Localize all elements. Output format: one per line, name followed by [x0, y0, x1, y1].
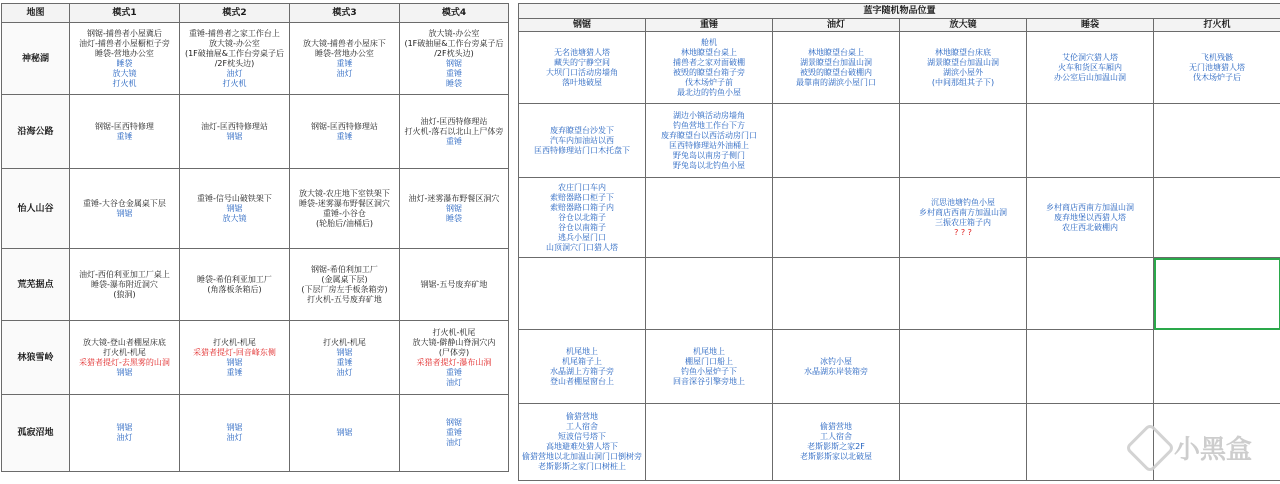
item-location-text: 油灯 [226, 433, 243, 442]
item-location-text: (金属桌下层) [321, 274, 368, 284]
random-location-cell[interactable] [1027, 330, 1154, 404]
mode-cell[interactable] [70, 169, 180, 249]
watermark-text: 小黑盒 [1173, 435, 1252, 465]
item-location-text: 放大镜-僻静山脊洞穴内 [412, 337, 496, 347]
item-location-text: 打火机-机尾 [213, 337, 256, 347]
random-location-cell[interactable] [773, 178, 900, 258]
random-location-text: 废弃地堡以西猎人塔 [1054, 212, 1126, 222]
item-location-text: 睡袋-营地办公室 [315, 48, 374, 58]
item-location-text: 采猎者提灯-回音峰东侧 [193, 347, 276, 357]
item-location-text: 重锤 [446, 367, 462, 377]
random-location-cell[interactable] [1154, 330, 1280, 404]
random-location-text: 高地避难处猎人塔下 [546, 442, 618, 451]
random-location-text: 钓鱼营地工作台下方 [673, 120, 745, 130]
random-row [519, 178, 1280, 258]
random-location-cell[interactable] [773, 104, 900, 178]
random-location-text: 谷仓以北箱子 [558, 212, 606, 222]
item-location-text: 放大镜-办公室 [209, 38, 260, 48]
item-location-text: 钢锯-希伯利加工厂 [311, 264, 378, 274]
random-location-cell[interactable] [1154, 258, 1280, 330]
item-location-text: 钢锯 [446, 418, 462, 427]
item-location-text: /2F枕头边) [434, 48, 474, 58]
map-row [2, 23, 509, 95]
item-location-text: 钢锯 [226, 423, 243, 432]
random-location-cell[interactable] [900, 404, 1027, 481]
header-lighter: 打火机 [1154, 19, 1280, 32]
mode-cell[interactable] [290, 169, 400, 249]
mode-cell[interactable] [70, 249, 180, 321]
item-location-text: 油灯 [446, 377, 462, 387]
random-location-text: 飞机残骸 [1201, 52, 1233, 62]
item-location-text: 重锤-信号山破铁架下 [197, 193, 272, 203]
random-location-cell[interactable] [900, 330, 1027, 404]
map-row [2, 249, 509, 321]
random-location-cell[interactable] [900, 104, 1027, 178]
mode-cell[interactable] [400, 23, 509, 95]
random-location-text: 水晶湖东岸装箱旁 [804, 366, 868, 376]
random-location-cell[interactable] [773, 32, 900, 104]
random-location-text: 机尾地上 [566, 346, 598, 356]
random-location-text: 最靠南的湖滨小屋门口 [796, 77, 876, 87]
item-location-text: 睡袋-瀑布附近洞穴 [91, 279, 158, 289]
header-map: 地图 [2, 4, 70, 23]
random-location-text: 索赔器路口柜子下 [550, 192, 614, 202]
item-location-text: 放大镜-农庄地下室铁架下 [299, 188, 390, 198]
random-location-text: 被毁的瞭望台破棚内 [800, 67, 872, 77]
mode-cell[interactable] [400, 249, 509, 321]
item-location-text: 重锤 [336, 131, 353, 141]
random-location-text: 湖景瞭望台加温山洞 [800, 57, 872, 67]
random-location-text: 无名池塘猎人塔 [554, 47, 610, 57]
random-location-cell[interactable] [900, 178, 1027, 258]
random-location-text: 工人宿舍 [566, 422, 598, 431]
item-location-text: (1F破抽屉&工作台旁桌子后 [184, 48, 285, 58]
random-location-cell[interactable] [646, 330, 773, 404]
random-location-text: 匡西特修理站门口木托盘下 [534, 145, 630, 155]
item-location-text: 睡袋 [446, 78, 462, 88]
random-location-text: 三振农庄箱子内 [935, 217, 991, 227]
mode-cell[interactable] [180, 169, 290, 249]
item-location-text: 油灯-匡西特修理站 [420, 116, 488, 126]
random-location-cell[interactable] [1027, 178, 1154, 258]
item-location-text: 打火机-机尾 [323, 337, 366, 347]
mode-cell[interactable] [290, 321, 400, 395]
random-location-cell[interactable] [646, 104, 773, 178]
random-location-text: 野兔岛以北钓鱼小屋 [673, 160, 745, 170]
map-row [2, 395, 509, 472]
item-location-text: 打火机 [112, 78, 137, 88]
random-location-text: 工人宿舍 [820, 432, 852, 441]
random-location-cell[interactable] [519, 330, 646, 404]
item-location-text: 睡袋-希伯利亚加工厂 [197, 274, 272, 284]
mode-cell[interactable] [400, 95, 509, 169]
random-location-text: 大坝门口活动房墙角 [546, 67, 618, 77]
mode-cell[interactable] [290, 249, 400, 321]
random-location-text: 乡村商店西南方加温山洞 [919, 207, 1007, 217]
mode-cell[interactable] [180, 23, 290, 95]
random-location-text: 湖景瞭望台加温山洞 [927, 57, 999, 67]
mode-cell[interactable] [290, 23, 400, 95]
random-location-cell[interactable] [1154, 32, 1280, 104]
random-location-text: 藏失的宁静空间 [554, 57, 610, 67]
item-location-text: 重锤 [116, 131, 133, 141]
item-location-text: 睡袋-营地办公室 [95, 48, 154, 58]
item-location-text: 重锤 [336, 357, 353, 367]
item-location-text: 重锤 [446, 136, 462, 146]
item-location-text: 油灯 [336, 68, 353, 78]
item-location-text: 钢锯-匡西特修理 [95, 121, 154, 131]
random-location-text: 林地瞭望台床底 [935, 47, 991, 57]
random-location-text: 落叶地破屋 [562, 77, 602, 87]
random-location-cell[interactable] [773, 404, 900, 481]
item-location-text: 钢锯 [446, 58, 462, 68]
mode-cell[interactable] [400, 395, 509, 472]
item-location-text: 打火机 [222, 78, 247, 88]
random-location-text: 捕兽者之家对面破棚 [673, 57, 745, 67]
random-location-text: 林地瞭望台桌上 [681, 47, 737, 57]
item-location-text: 钢锯-五号废弃矿地 [420, 279, 488, 289]
header-lantern: 油灯 [773, 19, 900, 32]
random-location-cell[interactable] [646, 404, 773, 481]
map-name: 沿海公路 [2, 95, 70, 169]
random-location-cell[interactable] [1154, 178, 1280, 258]
item-location-text: 钢锯 [116, 423, 133, 432]
random-location-text: 汽车内加油站以西 [550, 135, 614, 145]
map-name: 林狼雪岭 [2, 321, 70, 395]
item-location-text: 油灯 [116, 433, 133, 442]
item-location-text: (角落板条箱后) [207, 284, 262, 294]
random-location-text: 机尾箱子上 [562, 356, 602, 366]
random-location-cell[interactable] [1027, 258, 1154, 330]
mode-cell[interactable] [180, 95, 290, 169]
map-name: 怡人山谷 [2, 169, 70, 249]
item-location-text: 放大镜 [112, 68, 137, 78]
header-saw: 钢锯 [519, 19, 646, 32]
item-location-text: 油灯 [226, 68, 243, 78]
random-location-text: ? ? ? [954, 227, 972, 237]
random-location-cell[interactable] [1154, 104, 1280, 178]
random-location-text: 伐木场炉子后 [1193, 72, 1241, 82]
item-location-text: 采猎者提灯-去黑雾的山洞 [79, 357, 170, 367]
map-name: 孤寂沼地 [2, 395, 70, 472]
mode-cell[interactable] [290, 395, 400, 472]
random-location-text: 谷仓以南箱子 [558, 222, 606, 232]
random-location-cell[interactable] [519, 404, 646, 481]
random-location-text: (中间那组其子下) [931, 77, 995, 87]
header-mode-3: 模式3 [290, 4, 400, 23]
random-location-text: 乡村商店西南方加温山洞 [1046, 202, 1134, 212]
item-location-text: 放大镜-登山者棚屋床底 [83, 337, 166, 347]
random-location-text: 偷猎营地 [566, 412, 598, 421]
random-location-text: 沉思池塘钓鱼小屋 [931, 197, 995, 207]
random-row [519, 258, 1280, 330]
random-location-text: 老斯影斯之家门口树桩上 [538, 462, 626, 471]
random-location-text: 冰钓小屋 [820, 356, 852, 366]
item-location-text: 钢锯 [226, 131, 243, 141]
random-location-text: 逃兵小屋门口 [558, 232, 606, 242]
random-location-text: 湖滨小屋外 [943, 67, 983, 77]
mode-cell[interactable] [180, 249, 290, 321]
random-location-text: 短波信号塔下 [558, 432, 606, 441]
random-location-text: 钓鱼小屋炉子下 [681, 366, 737, 376]
mode-cell[interactable] [180, 395, 290, 472]
mode-cell[interactable] [70, 321, 180, 395]
random-row [519, 104, 1280, 178]
random-location-text: 索赔器路口箱子内 [550, 202, 614, 212]
random-location-text: 废弃瞭望台以西活动房门口 [661, 130, 757, 140]
header-mode-1: 模式1 [70, 4, 180, 23]
random-row [519, 404, 1280, 481]
item-location-text: (狼洞) [113, 289, 136, 299]
random-location-text: 机尾地上 [693, 346, 725, 356]
mode-table [1, 3, 509, 472]
random-table-title: 蓝字随机物品位置 [519, 4, 1280, 19]
mode-cell[interactable] [70, 395, 180, 472]
item-location-text: 重锤-小谷仓 [323, 208, 366, 218]
item-location-text: 钢锯-匡西特修理站 [311, 121, 378, 131]
item-location-text: 重锤-大谷仓金属桌下层 [83, 198, 166, 208]
header-hammer: 重锤 [646, 19, 773, 32]
random-item-table [518, 3, 1280, 481]
random-location-text: 棚屋门口船上 [685, 356, 733, 366]
item-location-text: 钢锯-捕兽者小屋冀后 [87, 28, 162, 38]
random-location-text: 艾伦洞穴猎人塔 [1062, 52, 1118, 62]
random-table-header-row [519, 19, 1280, 32]
random-location-text: 无门池塘猎人塔 [1189, 62, 1245, 72]
random-location-cell[interactable] [1027, 104, 1154, 178]
header-mode-4: 模式4 [400, 4, 509, 23]
item-location-text: (轮胎后/油桶后) [316, 218, 373, 228]
random-location-text: 老斯影斯家以北破屋 [800, 452, 872, 461]
item-location-text: 放大镜 [222, 213, 247, 223]
random-location-text: 老斯影斯之家2F [807, 442, 865, 451]
item-location-text: 重锤 [226, 367, 243, 377]
mode-cell[interactable] [70, 95, 180, 169]
item-location-text: /2F枕头边) [214, 58, 255, 68]
random-location-text: 回音深谷引擎旁地上 [673, 376, 745, 386]
random-location-text: 被毁的瞭望台箱子旁 [673, 67, 745, 77]
random-location-text: 水晶湖上方箱子旁 [550, 366, 614, 376]
header-mode-2: 模式2 [180, 4, 290, 23]
random-location-cell[interactable] [900, 258, 1027, 330]
item-location-text: 放大镜-捕兽者小屋床下 [303, 38, 386, 48]
item-location-text: 睡袋 [116, 58, 133, 68]
item-location-text: 打火机-机尾 [432, 327, 476, 337]
item-location-text: 油灯 [336, 367, 353, 377]
item-location-text: 采猎者提灯-瀑布山洞 [416, 357, 492, 367]
random-location-text: 农庄西北破棚内 [1062, 222, 1118, 232]
random-location-cell[interactable] [646, 258, 773, 330]
random-location-text: 匡西特修理站外油桶上 [669, 140, 749, 150]
random-location-cell[interactable] [1154, 404, 1280, 481]
item-location-text: 打火机-机尾 [103, 347, 146, 357]
mode-cell[interactable] [70, 23, 180, 95]
item-location-text: 钢锯 [116, 208, 133, 218]
random-location-text: 办公室后山加温山洞 [1054, 72, 1126, 82]
map-name: 神秘湖 [2, 23, 70, 95]
item-location-text: 重锤 [446, 428, 462, 437]
random-location-text: 废弃瞭望台沙发下 [550, 125, 614, 135]
item-location-text: (尸体旁) [438, 347, 470, 357]
item-location-text: 钢锯 [116, 367, 133, 377]
random-location-text: 舱机 [701, 37, 717, 47]
mode-cell[interactable] [180, 321, 290, 395]
item-location-text: 油灯 [446, 438, 462, 447]
random-location-cell[interactable] [519, 258, 646, 330]
random-location-text: 山顶洞穴门口猎人塔 [546, 242, 618, 252]
item-location-text: 打火机-五号废弃矿地 [307, 294, 382, 304]
item-location-text: 钢锯 [336, 428, 353, 437]
item-location-text: 油灯-匡西特修理站 [201, 121, 268, 131]
item-location-text: 睡袋-迷雾瀑布野餐区洞穴 [299, 198, 390, 208]
random-table-title-row [519, 4, 1280, 19]
item-location-text: 放大镜-办公室 [428, 28, 480, 38]
random-location-text: 农庄门口车内 [558, 182, 606, 192]
random-location-cell[interactable] [646, 178, 773, 258]
random-location-cell[interactable] [519, 104, 646, 178]
random-location-cell[interactable] [773, 330, 900, 404]
random-location-text: 偷猎营地以北加温山洞门口倒树旁 [522, 452, 642, 461]
map-row [2, 95, 509, 169]
mode-cell[interactable] [290, 95, 400, 169]
mode-cell[interactable] [400, 321, 509, 395]
random-location-cell[interactable] [900, 32, 1027, 104]
mode-cell[interactable] [400, 169, 509, 249]
item-location-text: 油灯-西伯利亚加工厂桌上 [79, 269, 170, 279]
random-location-cell[interactable] [519, 178, 646, 258]
random-location-cell[interactable] [1027, 32, 1154, 104]
random-location-text: 伐木场炉子前 [685, 77, 733, 87]
item-location-text: (下层厂房左手板条箱旁) [301, 284, 388, 294]
map-row [2, 169, 509, 249]
random-location-text: 最北边的钓鱼小屋 [677, 87, 741, 97]
item-location-text: 油灯-迷雾瀑布野餐区洞穴 [408, 193, 500, 203]
map-row [2, 321, 509, 395]
mode-header-row [2, 4, 509, 23]
random-row [519, 32, 1280, 104]
item-location-text: 睡袋 [446, 213, 462, 223]
random-location-cell[interactable] [773, 258, 900, 330]
item-location-text: 重锤-捕兽者之家工作台上 [189, 28, 280, 38]
map-name: 荒芜据点 [2, 249, 70, 321]
random-location-text: 偷猎营地 [820, 422, 852, 431]
item-location-text: 钢锯 [446, 203, 462, 213]
header-bedroll: 睡袋 [1027, 19, 1154, 32]
header-magnifier: 放大镜 [900, 19, 1027, 32]
item-location-text: 打火机-落石以北山上尸体旁 [404, 126, 504, 136]
item-location-text: 钢锯 [226, 357, 243, 367]
random-location-text: 登山者棚屋窗台上 [550, 376, 614, 386]
random-row [519, 330, 1280, 404]
random-location-cell[interactable] [646, 32, 773, 104]
item-location-text: 重锤 [336, 58, 353, 68]
item-location-text: 钢锯 [226, 203, 243, 213]
random-location-text: 火车和货区车厢内 [1058, 62, 1122, 72]
random-location-text: 湖边小镇活动房墙角 [673, 110, 745, 120]
item-location-text: 钢锯 [336, 347, 353, 357]
item-location-text: 油灯-捕兽者小屋橱柜子旁 [79, 38, 170, 48]
item-location-text: 重锤 [446, 68, 462, 78]
random-location-cell[interactable] [519, 32, 646, 104]
random-location-text: 林地瞭望台桌上 [808, 47, 864, 57]
item-location-text: (1F破抽屉&工作台旁桌子后 [404, 38, 504, 48]
random-location-cell[interactable] [1027, 404, 1154, 481]
random-location-text: 野兔岛以南房子侧门 [673, 150, 745, 160]
